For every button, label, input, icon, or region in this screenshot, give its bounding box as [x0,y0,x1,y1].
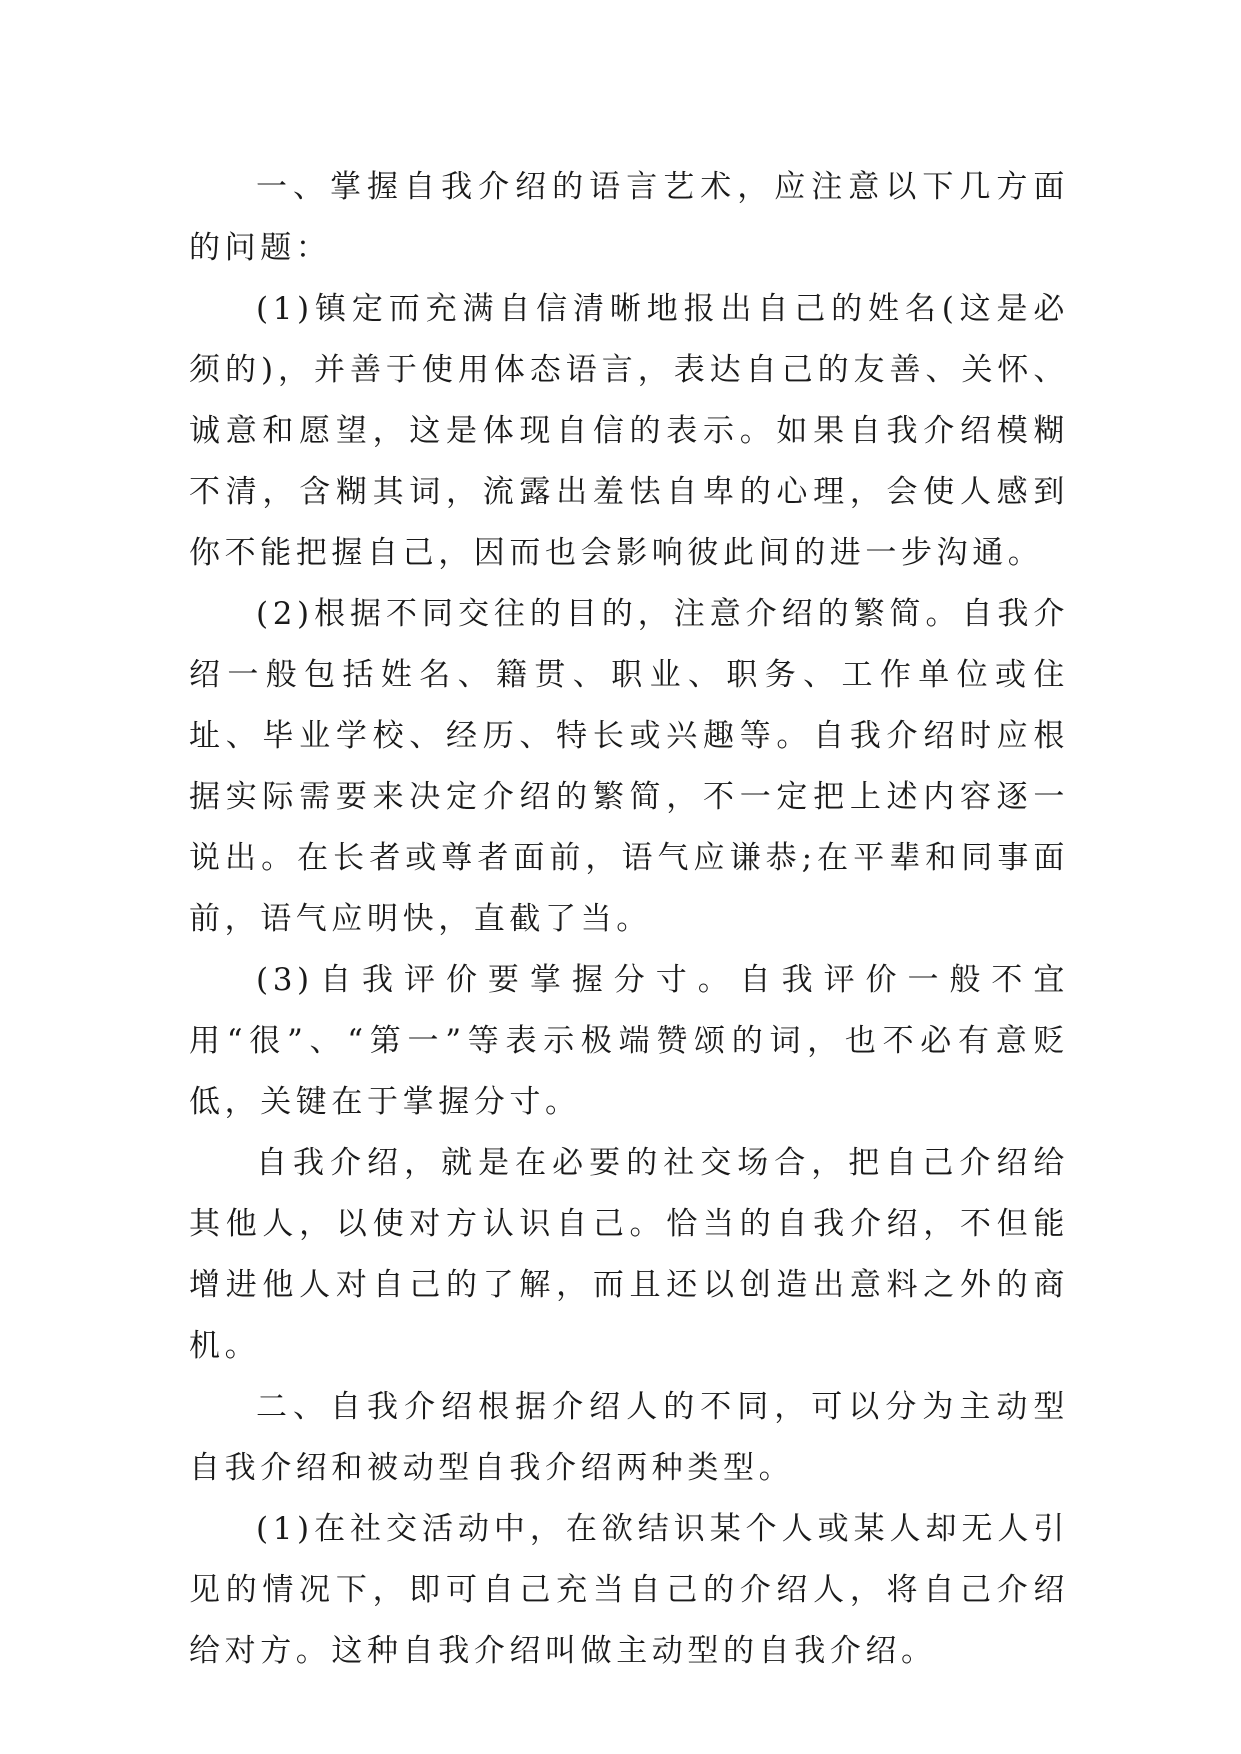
paragraph-section-two-point-1: (1)在社交活动中，在欲结识某个人或某人却无人引见的情况下，即可自己充当自己的介绍人，将自己介绍给对方。这种自我介绍叫做主动型的自我介绍。 [189,1511,1069,1669]
paragraph-point-2: (2)根据不同交往的目的，注意介绍的繁简。自我介绍一般包括姓名、籍贯、职业、职务、工作单位或住址、毕业学校、经历、特长或兴趣等。自我介绍时应根据实际需要来决定介绍的繁简，不一定把上述内容逐一说出。在长者或尊者面前，语气应谦恭;在平辈和同事面前，语气应明快，直截了当。 [189,596,1069,937]
document-body [189,157,1069,1682]
paragraph-section-two-heading: 二、自我介绍根据介绍人的不同，可以分为主动型自我介绍和被动型自我介绍两种类型。 [189,1389,1069,1486]
paragraph-section-one-heading: 一、掌握自我介绍的语言艺术，应注意以下几方面的问题： [189,169,1069,266]
paragraph-point-1: (1)镇定而充满自信清晰地报出自己的姓名(这是必须的)，并善于使用体态语言，表达自己的友善、关怀、诚意和愿望，这是体现自信的表示。如果自我介绍模糊不清，含糊其词，流露出羞怯自卑的心理，会使人感到你不能把握自己，因而也会影响彼此间的进一步沟通。 [189,291,1069,571]
paragraph-point-3: (3)自我评价要掌握分寸。自我评价一般不宜用“很”、“第一”等表示极端赞颂的词，也不必有意贬低，关键在于掌握分寸。 [189,962,1069,1120]
paragraph-definition: 自我介绍，就是在必要的社交场合，把自己介绍给其他人，以使对方认识自己。恰当的自我介绍，不但能增进他人对自己的了解，而且还以创造出意料之外的商机。 [189,1145,1069,1364]
